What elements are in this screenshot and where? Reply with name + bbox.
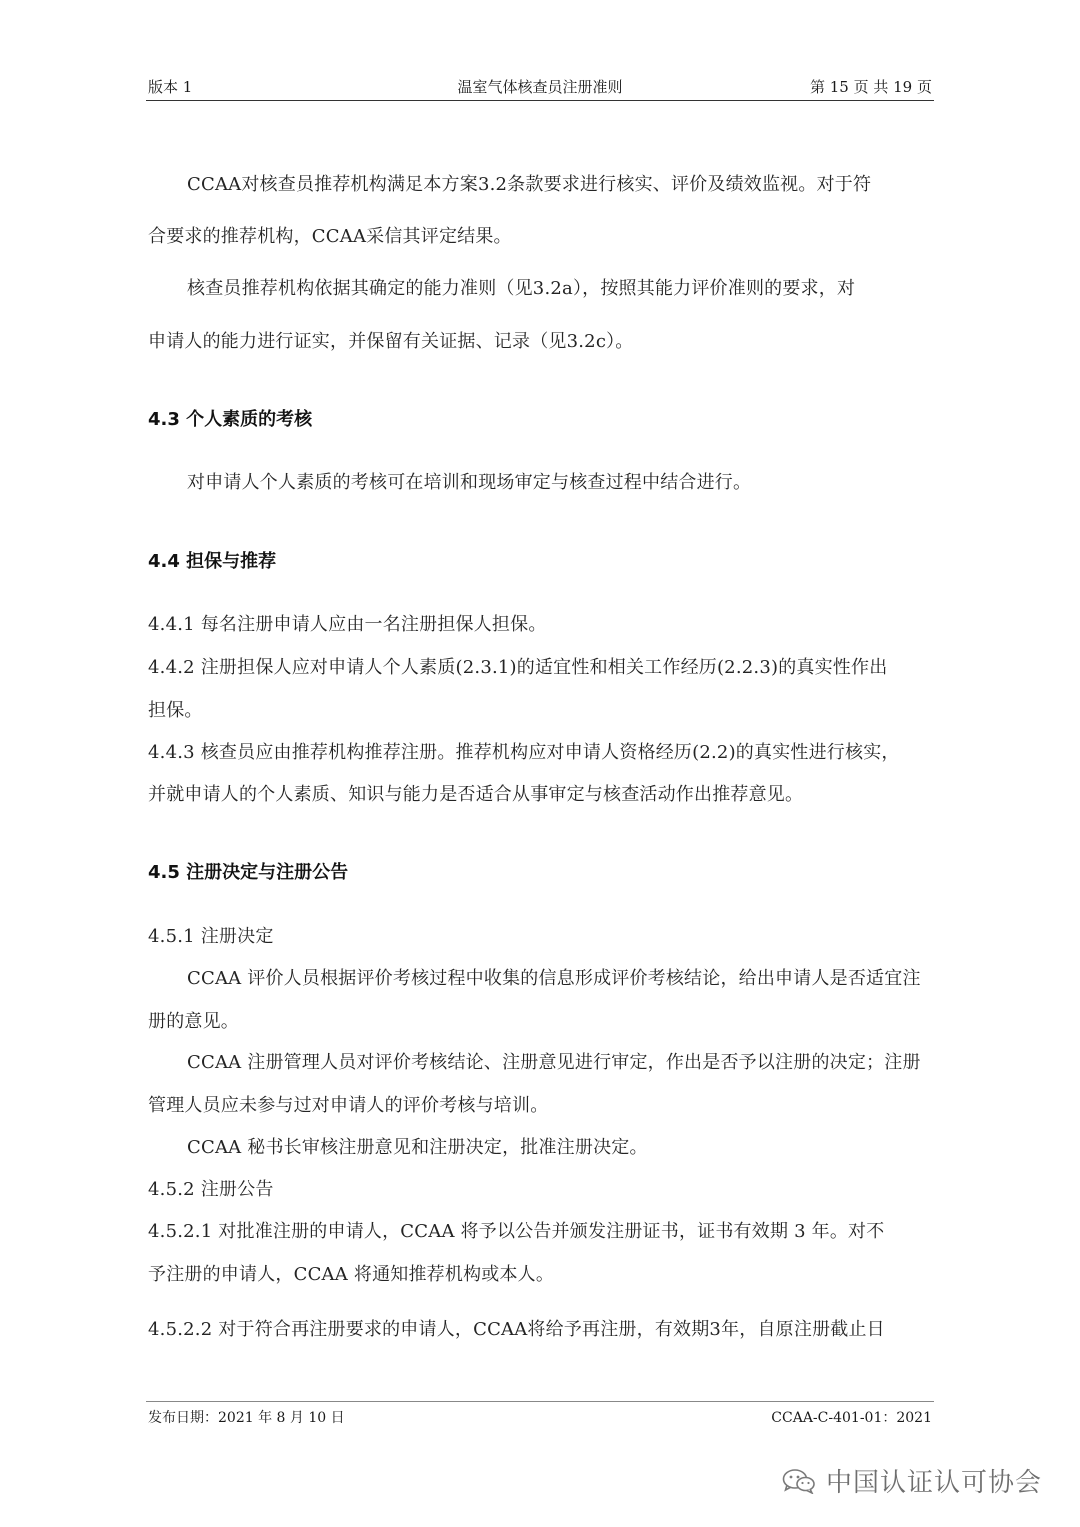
paragraph-line: 管理人员应未参与过对申请人的评价考核与培训。 bbox=[148, 1095, 549, 1116]
paragraph-line: 申请人的能力进行证实，并保留有关证据、记录（见3.2c）。 bbox=[148, 331, 634, 352]
paragraph-line: 4.5.2.2 对于符合再注册要求的申请人，CCAA将给予再注册，有效期3年，自原注册截止日 bbox=[148, 1319, 885, 1340]
subsection-heading-4-5-2: 4.5.2 注册公告 bbox=[148, 1179, 274, 1200]
footer-divider bbox=[146, 1401, 934, 1402]
paragraph-line: 4.5.2.1 对批准注册的申请人，CCAA 将予以公告并颁发注册证书，证书有效期 3 年。对不 bbox=[148, 1221, 885, 1242]
paragraph-line: 予注册的申请人，CCAA 将通知推荐机构或本人。 bbox=[148, 1264, 555, 1285]
header-version: 版本 1 bbox=[148, 78, 193, 96]
paragraph-line: CCAA 评价人员根据评价考核过程中收集的信息形成评价考核结论，给出申请人是否适宜注 bbox=[187, 968, 921, 989]
paragraph-line: 合要求的推荐机构，CCAA采信其评定结果。 bbox=[148, 226, 512, 247]
header-page-number: 第 15 页 共 19 页 bbox=[809, 78, 932, 96]
paragraph-line: 对申请人个人素质的考核可在培训和现场审定与核查过程中结合进行。 bbox=[187, 472, 752, 493]
paragraph-line: CCAA 注册管理人员对评价考核结论、注册意见进行审定，作出是否予以注册的决定；注册 bbox=[187, 1052, 921, 1073]
paragraph-line: 担保。 bbox=[148, 700, 203, 721]
footer-document-code: CCAA-C-401-01：2021 bbox=[771, 1410, 932, 1426]
paragraph-line: CCAA对核查员推荐机构满足本方案3.2条款要求进行核实、评价及绩效监视。对于符 bbox=[187, 174, 872, 195]
paragraph-line: CCAA 秘书长审核注册意见和注册决定，批准注册决定。 bbox=[187, 1137, 648, 1158]
wechat-icon bbox=[782, 1468, 816, 1494]
header-divider bbox=[146, 100, 934, 101]
paragraph-line: 核查员推荐机构依据其确定的能力准则（见3.2a），按照其能力评价准则的要求，对 bbox=[187, 278, 856, 299]
paragraph-line: 4.4.1 每名注册申请人应由一名注册担保人担保。 bbox=[148, 614, 547, 635]
section-heading-4-5: 4.5 注册决定与注册公告 bbox=[148, 862, 349, 883]
paragraph-line: 4.4.3 核查员应由推荐机构推荐注册。推荐机构应对申请人资格经历(2.2)的真实性进行核实， bbox=[148, 742, 900, 763]
header-title: 温室气体核查员注册准则 bbox=[457, 78, 623, 96]
section-heading-4-4: 4.4 担保与推荐 bbox=[148, 551, 277, 572]
paragraph-line: 册的意见。 bbox=[148, 1011, 239, 1032]
section-heading-4-3: 4.3 个人素质的考核 bbox=[148, 409, 313, 430]
watermark bbox=[782, 1462, 1042, 1499]
subsection-heading-4-5-1: 4.5.1 注册决定 bbox=[148, 926, 274, 947]
paragraph-line: 4.4.2 注册担保人应对申请人个人素质(2.3.1)的适宜性和相关工作经历(2.2.3)的真实性作出 bbox=[148, 657, 888, 678]
footer-publish-date: 发布日期：2021 年 8 月 10 日 bbox=[148, 1410, 345, 1426]
watermark-text: 中国认证认可协会 bbox=[826, 1468, 1043, 1498]
paragraph-line: 并就申请人的个人素质、知识与能力是否适合从事审定与核查活动作出推荐意见。 bbox=[148, 784, 804, 805]
